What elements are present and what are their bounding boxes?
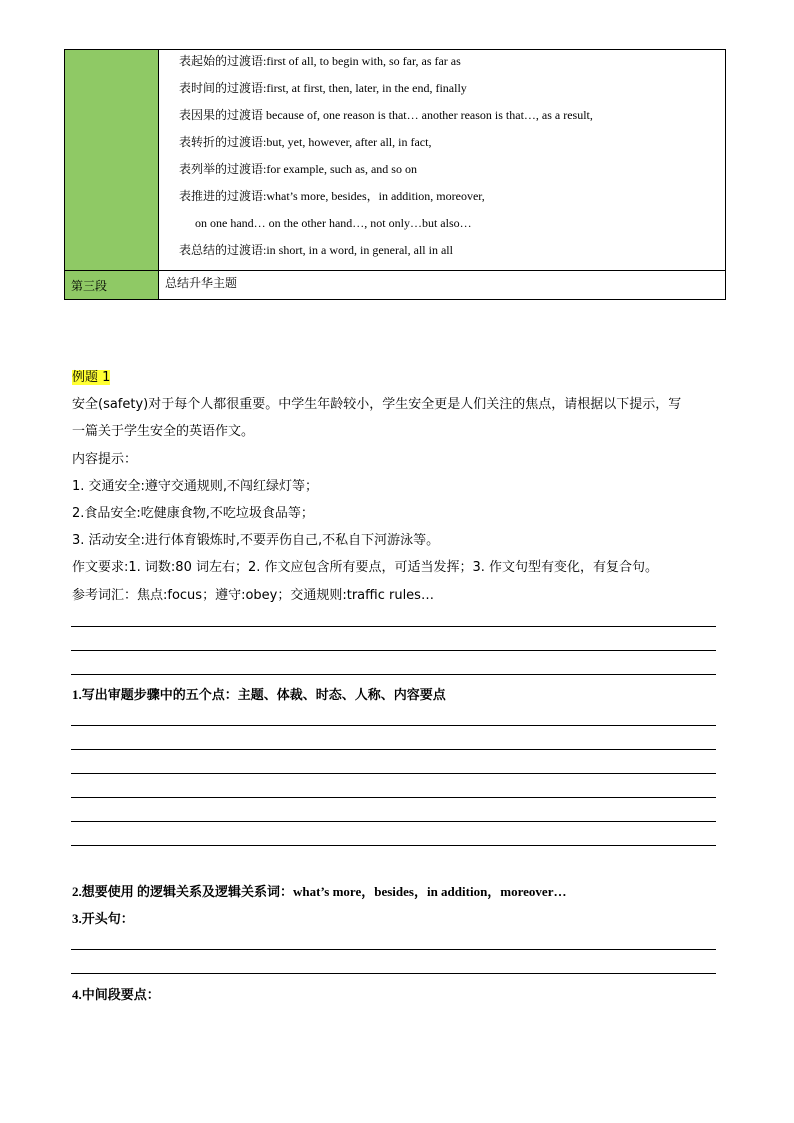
answer-line[interactable] [71, 845, 716, 846]
answer-line[interactable] [71, 674, 716, 675]
transition-line-list: 表列举的过渡语:for example, such as, and so on [179, 162, 417, 176]
answer-line[interactable] [71, 650, 716, 651]
hint-label: 内容提示： [72, 452, 138, 467]
answer-line[interactable] [71, 749, 716, 750]
question-1: 1.写出审题步骤中的五个点：主题、体裁、时态、人称、内容要点 [72, 687, 446, 702]
question-3: 3.开头句： [72, 911, 134, 926]
transition-line-time: 表时间的过渡语:first, at first, then, later, in the end, finally [179, 81, 467, 95]
transition-line-progress-cont: on one hand… on the other hand…, not only…but also… [195, 216, 472, 230]
transition-line-summary: 表总结的过渡语:in short, in a word, in general, all in all [179, 243, 453, 257]
answer-line[interactable] [71, 949, 716, 950]
table-cell-content-third: 总结升华主题 [165, 276, 238, 290]
example-title-text: 例题 1 [72, 370, 111, 385]
example-title [72, 366, 722, 385]
example-prompt-line2: 一篇关于学生安全的英语作文。 [72, 424, 255, 439]
answer-line[interactable] [71, 626, 716, 627]
hint-item-food: 2.食品安全:吃健康食物,不吃垃圾食品等； [72, 506, 314, 521]
transition-line-start: 表起始的过渡语:first of all, to begin with, so far, as far as [179, 54, 461, 68]
hint-item-traffic: 1. 交通安全:遵守交通规则,不闯红绿灯等； [72, 479, 319, 494]
writing-requirements: 作文要求:1. 词数:80 词左右；2. 作文应包含所有要点，可适当发挥；3. 作文句型有变化，有复合句。 [72, 560, 659, 575]
answer-line[interactable] [71, 973, 716, 974]
hint-item-activity: 3. 活动安全:进行体育锻炼时,不要弄伤自己,不私自下河游泳等。 [72, 533, 440, 548]
transition-words-cell [159, 50, 725, 270]
outline-table [64, 49, 726, 300]
answer-line[interactable] [71, 821, 716, 822]
example-prompt-line1: 安全(safety)对于每个人都很重要。中学生年龄较小，学生安全更是人们关注的焦点，请根据以下提示，写 [72, 397, 682, 412]
question-2: 2.想要使用 的逻辑关系及逻辑关系词：what’s more，besides，in addition，moreover… [72, 884, 567, 899]
table-row-third-paragraph [65, 270, 725, 299]
reference-vocabulary: 参考词汇：焦点:focus；遵守:obey；交通规则:traffic rules… [72, 588, 434, 603]
transition-line-contrast: 表转折的过渡语:but, yet, however, after all, in fact, [179, 135, 432, 149]
table-cell-label-third: 第三段 [65, 271, 159, 299]
transition-line-cause: 表因果的过渡语 because of, one reason is that… another reason is that…, as a result, [179, 108, 593, 122]
answer-line[interactable] [71, 773, 716, 774]
question-4: 4.中间段要点： [72, 987, 160, 1002]
table-cell-label-empty [65, 50, 159, 270]
transition-line-progress: 表推进的过渡语:what’s more, besides，in addition, moreover, [179, 189, 485, 203]
answer-line[interactable] [71, 725, 716, 726]
answer-line[interactable] [71, 797, 716, 798]
table-row-transitions [65, 50, 725, 270]
